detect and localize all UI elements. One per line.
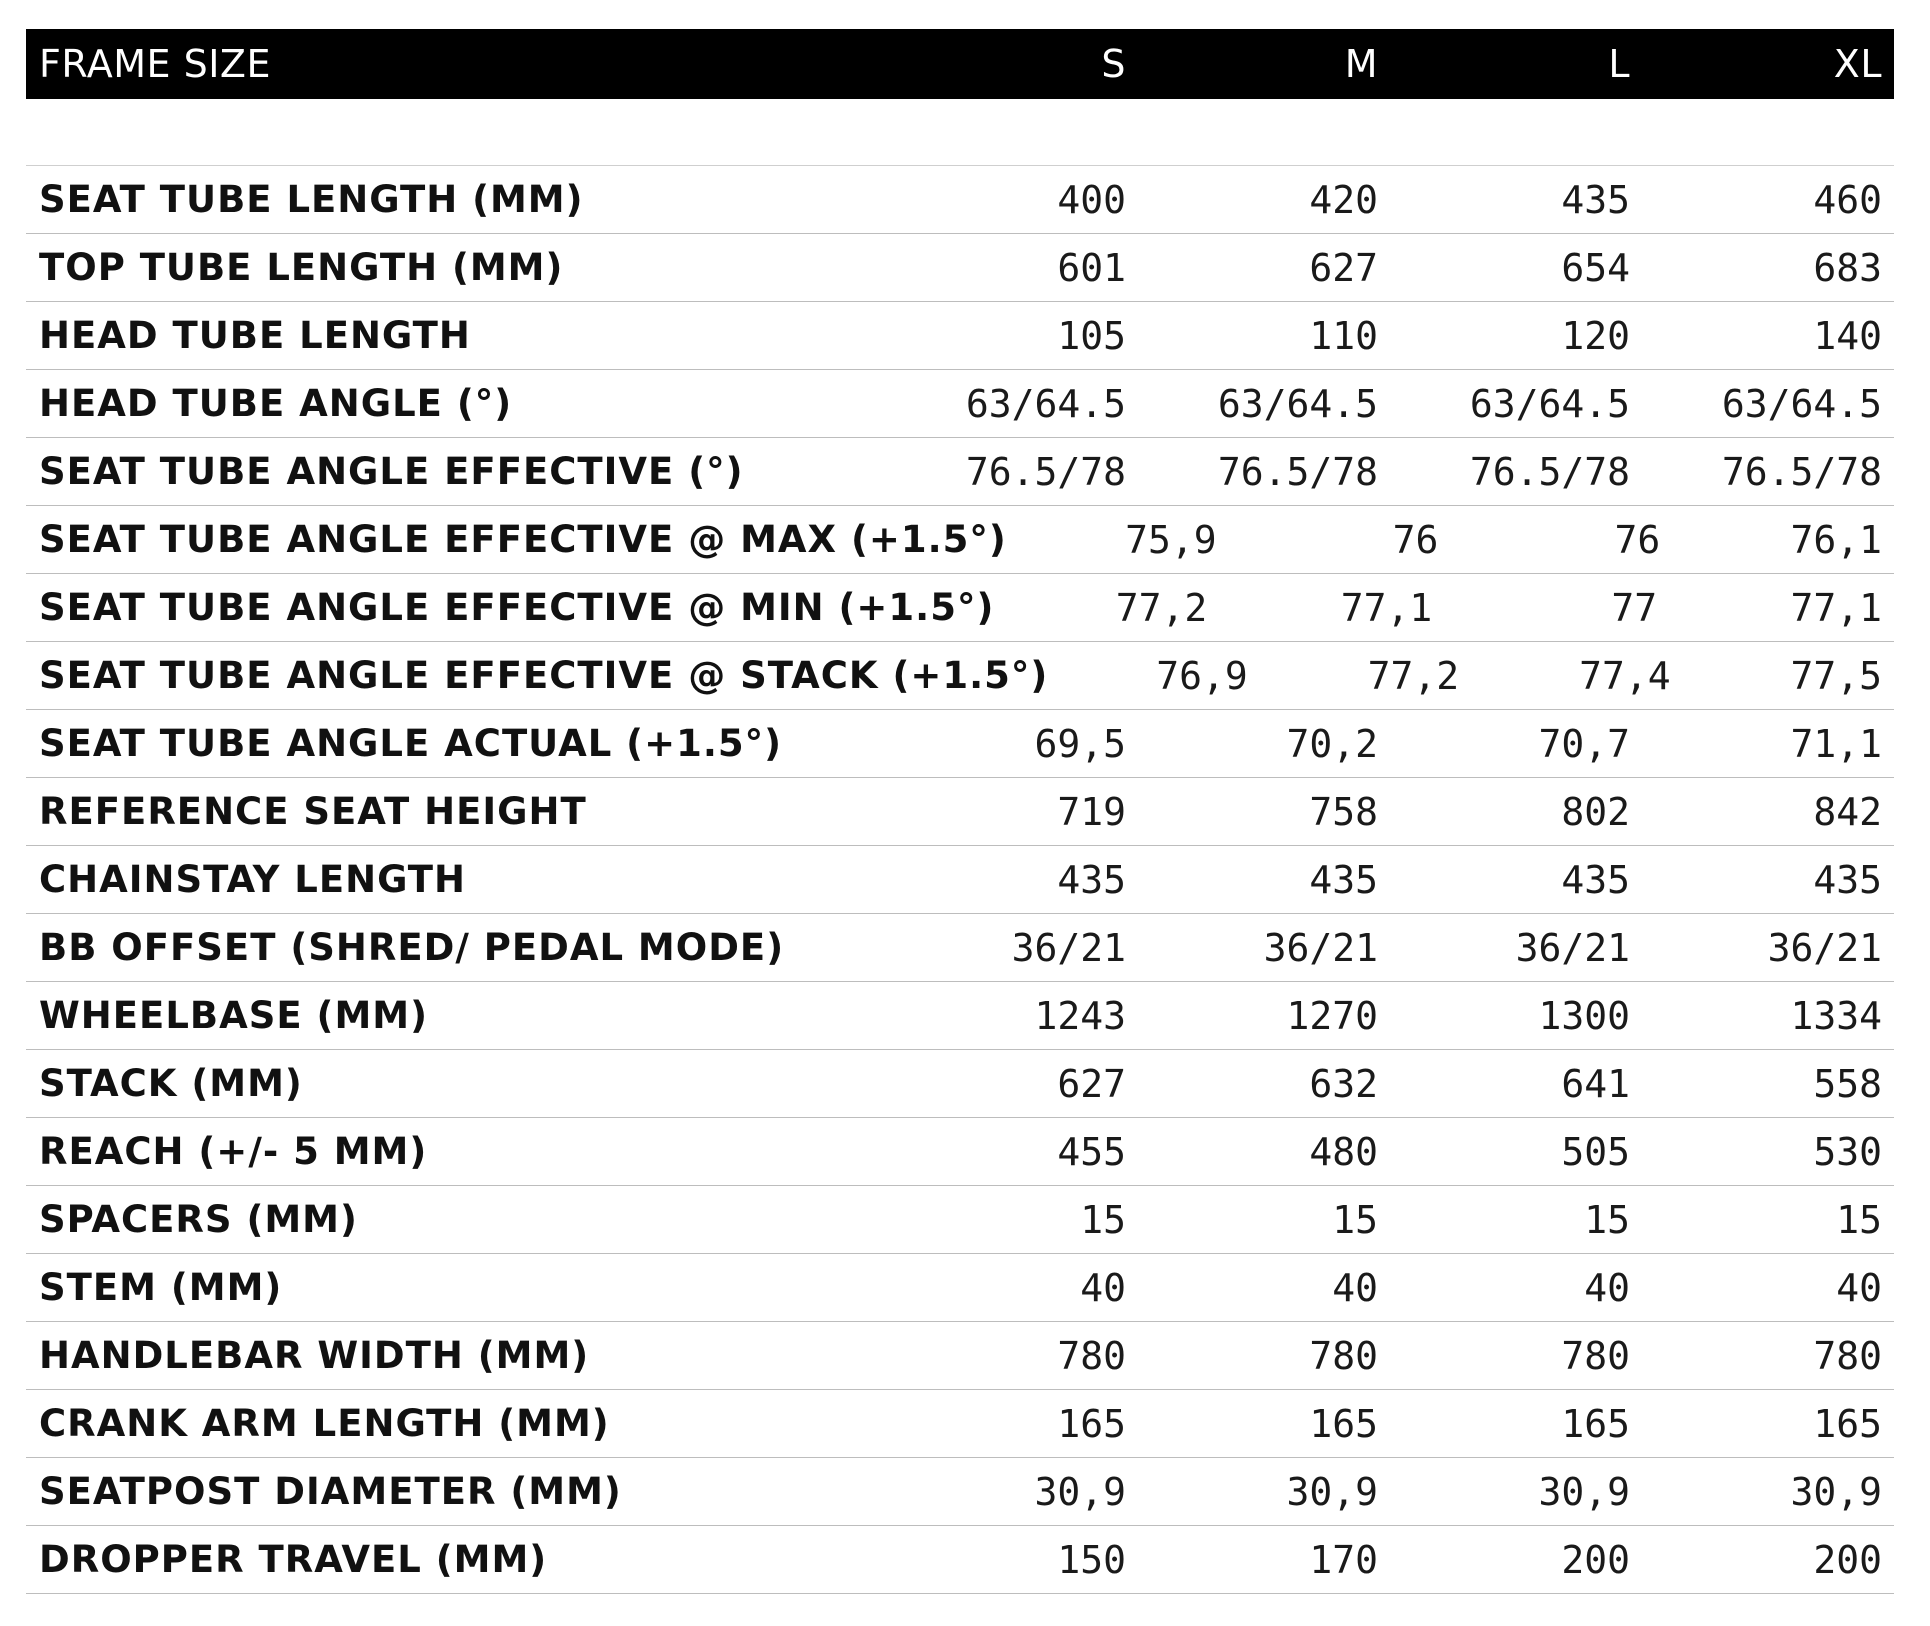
row-value-m: 632 xyxy=(1309,1061,1378,1106)
row-label: HEAD TUBE LENGTH xyxy=(39,314,471,357)
row-value-s: 601 xyxy=(1057,245,1126,290)
table-row xyxy=(26,642,1894,710)
row-label: CRANK ARM LENGTH (MM) xyxy=(39,1402,610,1445)
row-value-l: 30,9 xyxy=(1538,1469,1630,1514)
row-value-m: 40 xyxy=(1332,1265,1378,1310)
row-label: SEAT TUBE ANGLE EFFECTIVE @ MIN (+1.5°) xyxy=(39,586,995,629)
geometry-table xyxy=(26,29,1894,1594)
row-value-xl: 15 xyxy=(1836,1197,1882,1242)
table-row xyxy=(26,1186,1894,1254)
row-value-s: 1243 xyxy=(1034,993,1126,1038)
row-value-xl: 683 xyxy=(1813,245,1882,290)
row-value-m: 70,2 xyxy=(1286,721,1378,766)
row-value-xl: 530 xyxy=(1813,1129,1882,1174)
row-value-xl: 165 xyxy=(1813,1401,1882,1446)
table-body xyxy=(26,165,1894,1594)
row-value-m: 36/21 xyxy=(1263,925,1378,970)
row-value-m: 480 xyxy=(1309,1129,1378,1174)
row-value-m: 435 xyxy=(1309,857,1378,902)
row-value-s: 400 xyxy=(1057,177,1126,222)
row-value-l: 70,7 xyxy=(1538,721,1630,766)
row-label: SEAT TUBE ANGLE EFFECTIVE @ MAX (+1.5°) xyxy=(39,518,1007,561)
row-label: DROPPER TRAVEL (MM) xyxy=(39,1538,548,1581)
row-value-l: 15 xyxy=(1584,1197,1630,1242)
size-header-m: M xyxy=(1344,42,1378,86)
row-label: CHAINSTAY LENGTH xyxy=(39,858,467,901)
row-value-xl: 435 xyxy=(1813,857,1882,902)
row-label: WHEELBASE (MM) xyxy=(39,994,429,1037)
row-label: SPACERS (MM) xyxy=(39,1198,358,1241)
row-value-l: 802 xyxy=(1561,789,1630,834)
row-value-xl: 36/21 xyxy=(1767,925,1882,970)
row-value-l: 76 xyxy=(1614,517,1661,562)
table-row xyxy=(26,438,1894,506)
row-label: SEAT TUBE ANGLE ACTUAL (+1.5°) xyxy=(39,722,783,765)
row-value-m: 627 xyxy=(1309,245,1378,290)
row-value-s: 76.5/78 xyxy=(965,449,1126,494)
size-header-s: S xyxy=(1101,42,1126,86)
row-value-s: 150 xyxy=(1057,1537,1126,1582)
row-value-m: 758 xyxy=(1309,789,1378,834)
row-value-s: 105 xyxy=(1057,313,1126,358)
row-value-s: 30,9 xyxy=(1034,1469,1126,1514)
row-value-s: 780 xyxy=(1057,1333,1126,1378)
row-value-xl: 76,1 xyxy=(1790,517,1882,562)
row-value-xl: 63/64.5 xyxy=(1721,381,1882,426)
row-label: SEAT TUBE LENGTH (MM) xyxy=(39,178,584,221)
row-value-s: 69,5 xyxy=(1034,721,1126,766)
row-label: STEM (MM) xyxy=(39,1266,283,1309)
row-value-m: 77,1 xyxy=(1340,585,1433,630)
row-value-l: 165 xyxy=(1561,1401,1630,1446)
row-value-m: 165 xyxy=(1309,1401,1378,1446)
table-row xyxy=(26,1458,1894,1526)
table-row xyxy=(26,1254,1894,1322)
row-value-s: 719 xyxy=(1057,789,1126,834)
row-value-s: 627 xyxy=(1057,1061,1126,1106)
table-header xyxy=(26,29,1894,99)
table-row xyxy=(26,574,1894,642)
row-label: HANDLEBAR WIDTH (MM) xyxy=(39,1334,590,1377)
row-value-m: 77,2 xyxy=(1367,653,1460,698)
table-row xyxy=(26,302,1894,370)
row-value-l: 200 xyxy=(1561,1537,1630,1582)
table-row xyxy=(26,234,1894,302)
row-value-m: 15 xyxy=(1332,1197,1378,1242)
row-value-m: 1270 xyxy=(1286,993,1378,1038)
table-row xyxy=(26,166,1894,234)
row-value-m: 110 xyxy=(1309,313,1378,358)
row-value-l: 63/64.5 xyxy=(1469,381,1630,426)
row-label: SEAT TUBE ANGLE EFFECTIVE (°) xyxy=(39,450,744,493)
row-value-l: 36/21 xyxy=(1515,925,1630,970)
row-value-s: 40 xyxy=(1080,1265,1126,1310)
row-value-s: 77,2 xyxy=(1115,585,1208,630)
row-value-l: 505 xyxy=(1561,1129,1630,1174)
row-label: REFERENCE SEAT HEIGHT xyxy=(39,790,587,833)
table-row xyxy=(26,914,1894,982)
row-value-l: 1300 xyxy=(1538,993,1630,1038)
row-value-l: 76.5/78 xyxy=(1469,449,1630,494)
row-value-m: 780 xyxy=(1309,1333,1378,1378)
row-label: REACH (+/- 5 MM) xyxy=(39,1130,428,1173)
row-value-xl: 460 xyxy=(1813,177,1882,222)
row-value-s: 15 xyxy=(1080,1197,1126,1242)
table-row xyxy=(26,1118,1894,1186)
row-label: BB OFFSET (SHRED/ PEDAL MODE) xyxy=(39,926,785,969)
row-value-l: 120 xyxy=(1561,313,1630,358)
row-value-s: 63/64.5 xyxy=(965,381,1126,426)
table-row xyxy=(26,710,1894,778)
row-value-l: 641 xyxy=(1561,1061,1630,1106)
table-row xyxy=(26,1390,1894,1458)
row-value-s: 75,9 xyxy=(1125,517,1217,562)
table-row xyxy=(26,846,1894,914)
row-value-xl: 1334 xyxy=(1790,993,1882,1038)
row-label: STACK (MM) xyxy=(39,1062,303,1105)
table-row xyxy=(26,778,1894,846)
row-value-xl: 77,1 xyxy=(1790,585,1883,630)
row-value-l: 40 xyxy=(1584,1265,1630,1310)
row-value-m: 30,9 xyxy=(1286,1469,1378,1514)
row-value-s: 165 xyxy=(1057,1401,1126,1446)
frame-size-header: FRAME SIZE xyxy=(39,42,271,86)
row-value-xl: 76.5/78 xyxy=(1721,449,1882,494)
size-header-l: L xyxy=(1608,42,1630,86)
table-row xyxy=(26,1050,1894,1118)
row-value-m: 76 xyxy=(1392,517,1439,562)
table-row xyxy=(26,370,1894,438)
row-value-xl: 780 xyxy=(1813,1333,1882,1378)
row-label: SEATPOST DIAMETER (MM) xyxy=(39,1470,622,1513)
row-value-xl: 71,1 xyxy=(1790,721,1882,766)
table-row xyxy=(26,982,1894,1050)
row-value-xl: 200 xyxy=(1813,1537,1882,1582)
row-value-xl: 140 xyxy=(1813,313,1882,358)
row-value-s: 455 xyxy=(1057,1129,1126,1174)
size-header-xl: XL xyxy=(1833,42,1882,86)
row-label: HEAD TUBE ANGLE (°) xyxy=(39,382,513,425)
row-value-l: 77 xyxy=(1611,585,1658,630)
row-value-xl: 40 xyxy=(1836,1265,1882,1310)
row-label: SEAT TUBE ANGLE EFFECTIVE @ STACK (+1.5°) xyxy=(39,654,1049,697)
row-value-xl: 30,9 xyxy=(1790,1469,1882,1514)
table-row xyxy=(26,1322,1894,1390)
row-value-m: 170 xyxy=(1309,1537,1378,1582)
table-row xyxy=(26,506,1894,574)
row-value-xl: 77,5 xyxy=(1790,653,1882,698)
row-value-xl: 558 xyxy=(1813,1061,1882,1106)
row-value-xl: 842 xyxy=(1813,789,1882,834)
row-value-s: 435 xyxy=(1057,857,1126,902)
row-value-l: 77,4 xyxy=(1579,653,1671,698)
header-spacer xyxy=(26,99,1894,165)
row-value-m: 63/64.5 xyxy=(1217,381,1378,426)
row-value-m: 76.5/78 xyxy=(1217,449,1378,494)
row-value-m: 420 xyxy=(1309,177,1378,222)
row-value-s: 76,9 xyxy=(1156,653,1248,698)
row-value-l: 435 xyxy=(1561,177,1630,222)
row-value-s: 36/21 xyxy=(1011,925,1126,970)
table-row xyxy=(26,1526,1894,1594)
row-value-l: 435 xyxy=(1561,857,1630,902)
row-value-l: 654 xyxy=(1561,245,1630,290)
row-value-l: 780 xyxy=(1561,1333,1630,1378)
row-label: TOP TUBE LENGTH (MM) xyxy=(39,246,564,289)
